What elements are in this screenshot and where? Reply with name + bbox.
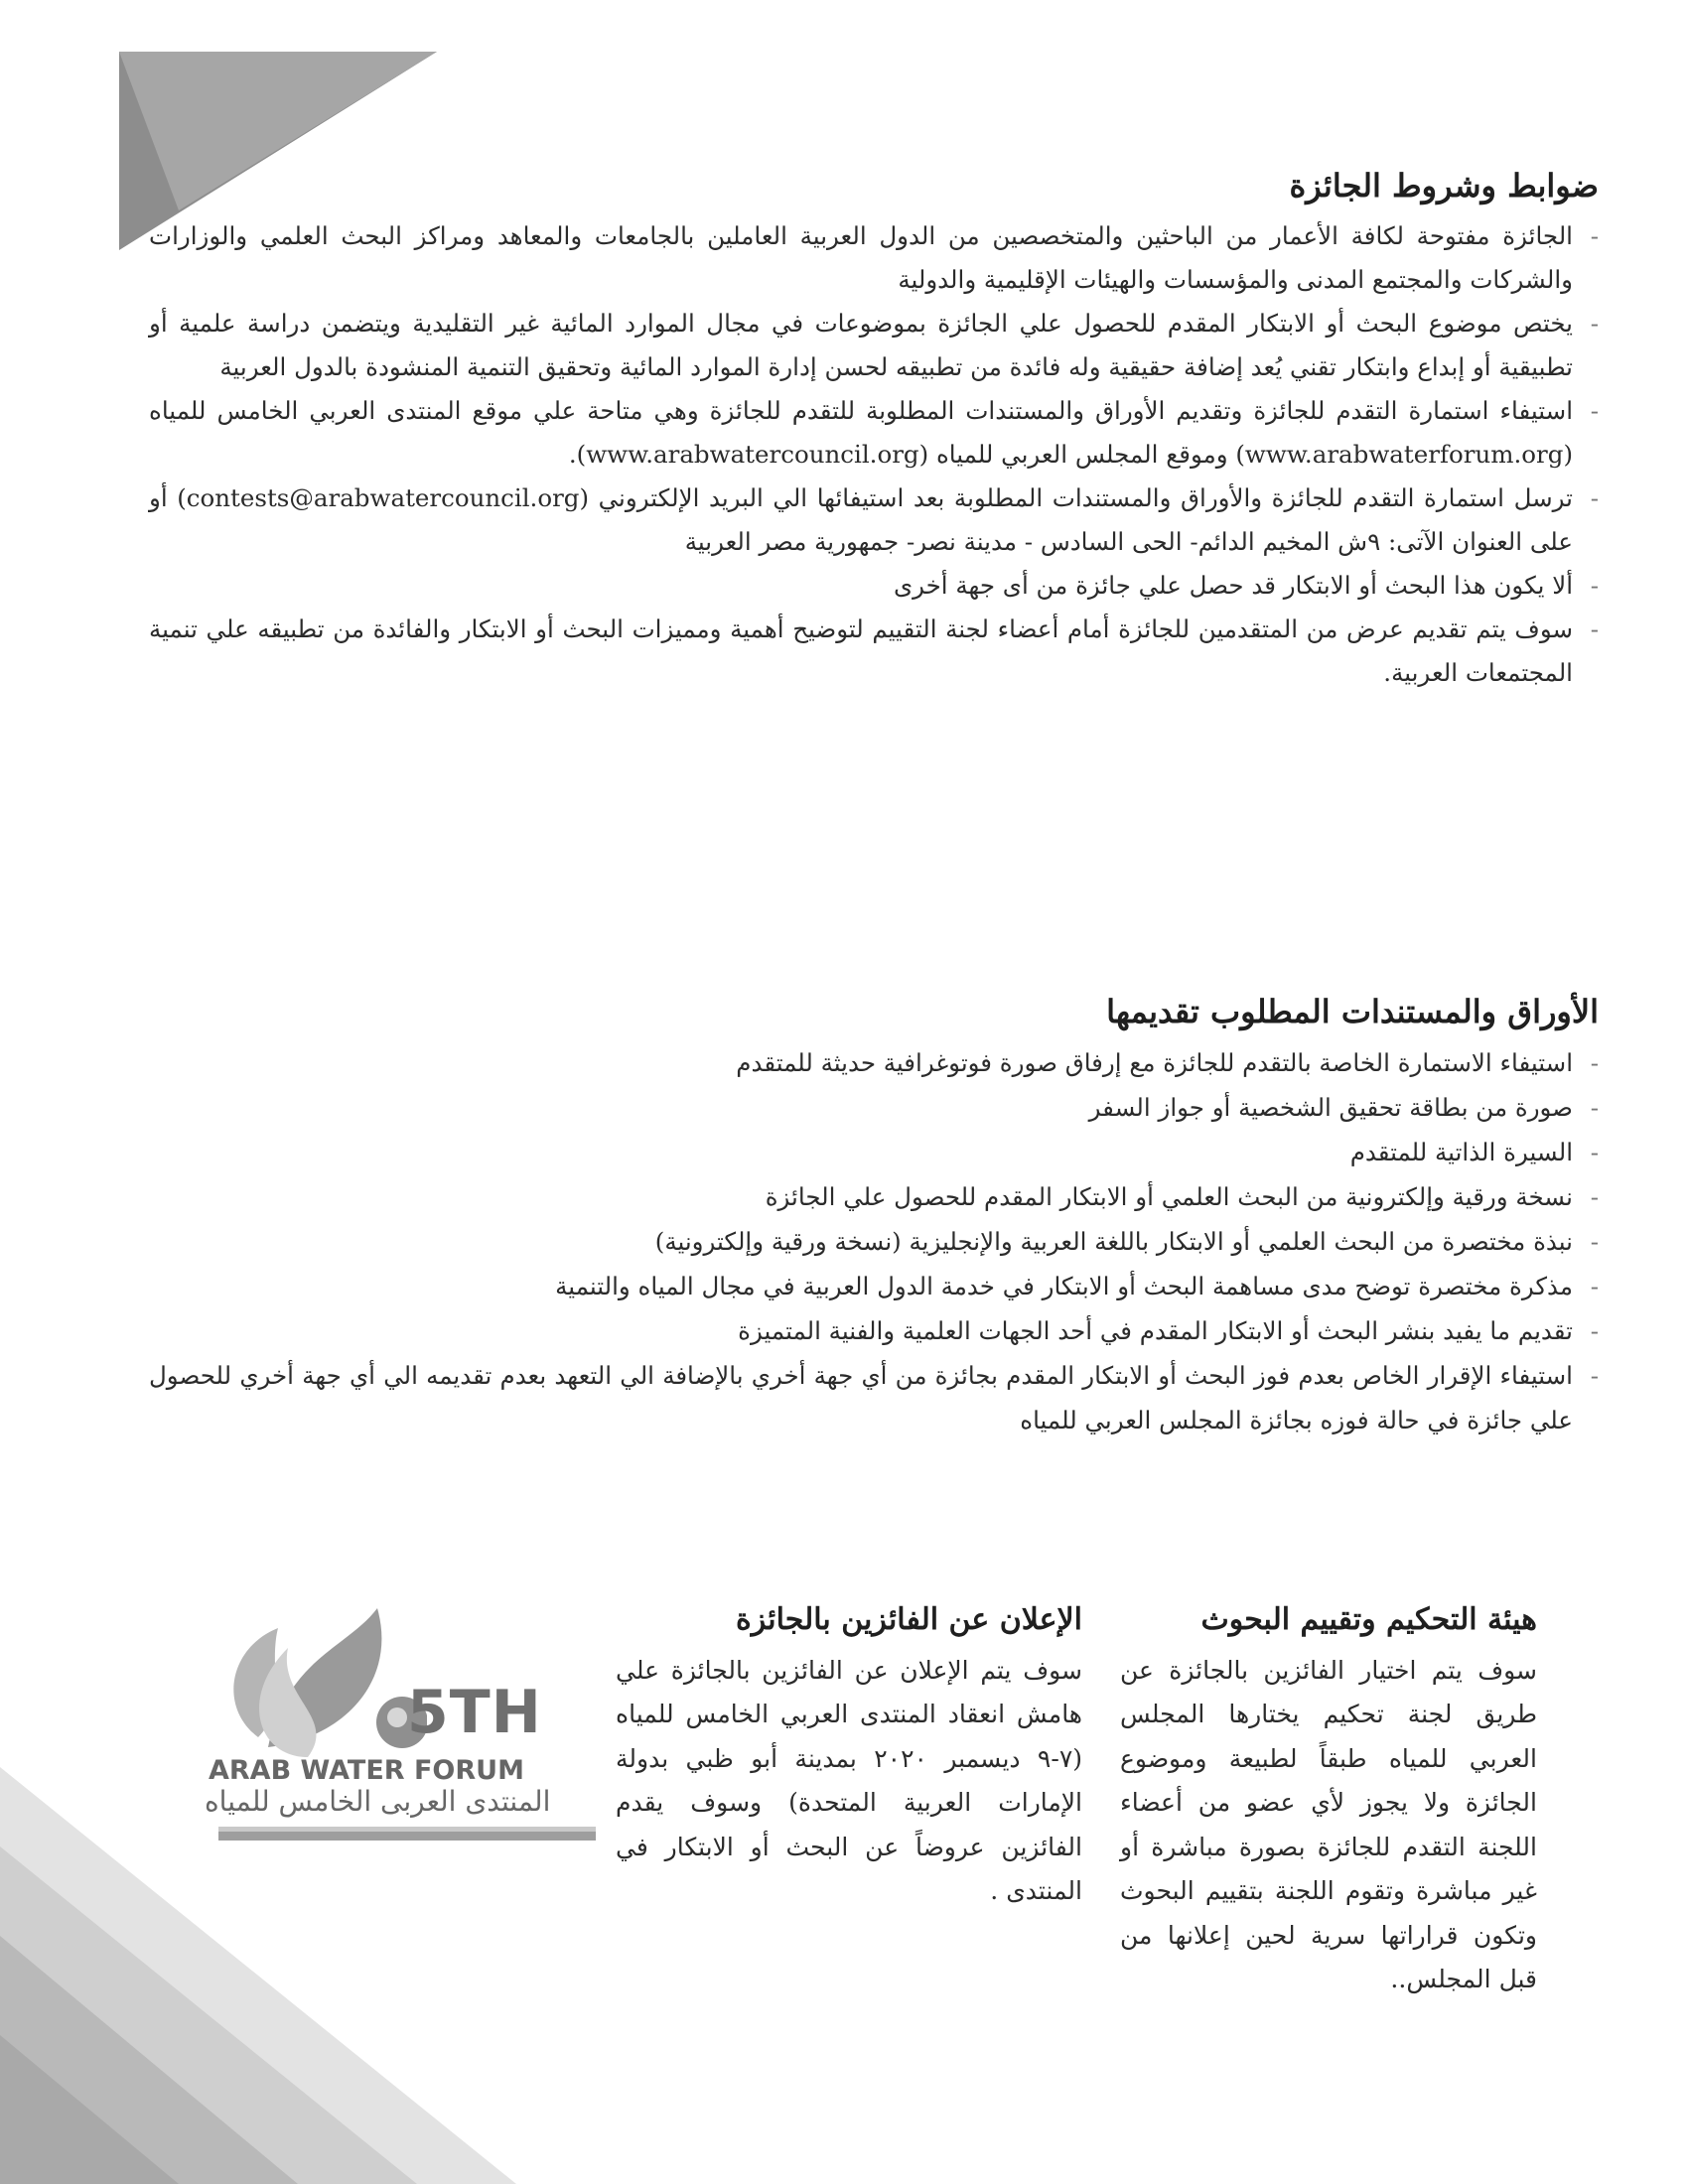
conditions-section — [149, 167, 1599, 695]
announcement-text: سوف يتم الإعلان عن الفائزين بالجائزة علي هامش انعقاد المنتدى العربي الخامس للمياه (٧-٩ ديسمبر ٢٠٢٠ بمدينة أبو ظبي بدولة الإمارات العربية المتحدة) وسوف يقدم الفائزين عروضاً عن البحث أو الابتكار في المنتدى . — [616, 1655, 1083, 1905]
logo-name-ar: المنتدى العربى الخامس للمياه — [205, 1785, 551, 1818]
documents-list — [149, 1040, 1599, 1442]
list-item: - سوف يتم تقديم عرض من المتقدمين للجائزة أمام أعضاء لجنة التقييم لتوضيح أهمية ومميزات البحث أو الابتكار والفائدة من تطبيقه علي تنمية المجتمعات العربية. — [149, 608, 1599, 695]
water-drop-leaf-icon — [199, 1588, 427, 1777]
list-item: - نسخة ورقية وإلكترونية من البحث العلمي أو الابتكار المقدم للحصول علي الجائزة — [149, 1174, 1599, 1219]
conditions-heading: ضوابط وشروط الجائزة — [1289, 167, 1599, 205]
list-item: - صورة من بطاقة تحقيق الشخصية أو جواز السفر — [149, 1085, 1599, 1130]
logo-name-en: ARAB WATER FORUM — [209, 1755, 524, 1786]
committee-text: سوف يتم اختيار الفائزين بالجائزة عن طريق لجنة تحكيم يختارها المجلس العربي للمياه طبقاً لطبيعة وموضوع الجائزة ولا يجوز لأي عضو من أعضاء اللجنة التقدم للجائزة بصورة مباشرة أو غير مباشرة وتقوم اللجنة بتقييم البحوث وتكون قراراتها سرية لحين إعلانها من قبل المجلس.. — [1120, 1655, 1537, 1993]
committee-column — [1120, 1598, 1537, 2002]
documents-section — [149, 993, 1599, 1442]
logo-edition: 5TH — [407, 1678, 542, 1747]
list-item: - يختص موضوع البحث أو الابتكار المقدم للحصول علي الجائزة بموضوعات في مجال الموارد المائية غير التقليدية ويتضمن دراسة علمية أو تطبيقية أو إبداع وابتكار تقني يُعد إضافة حقيقية وله فائدة من تطبيقه لحسن إدارة الموارد المائية وتحقيق التنمية المنشودة بالدول العربية — [149, 302, 1599, 389]
list-item: - استيفاء استمارة التقدم للجائزة وتقديم الأوراق والمستندات المطلوبة للتقدم للجائزة وهي متاحة علي موقع المنتدى العربي الخامس للمياه (www.arabwaterforum.org) وموقع المجلس العربي للمياه (www.arabwatercouncil.org). — [149, 389, 1599, 477]
list-item: - ترسل استمارة التقدم للجائزة والأوراق والمستندات المطلوبة بعد استيفائها الي البريد الإلكتروني (contests@arabwatercouncil.org) أو على العنوان الآتى: ٩ش المخيم الدائم- الحى السادس - مدينة نصر- جمهورية مصر العربية — [149, 477, 1599, 564]
list-item: - استيفاء الإقرار الخاص بعدم فوز البحث أو الابتكار المقدم بجائزة من أي جهة أخري بالإضافة الي التعهد بعدم تقديمه الي أي جهة أخري للحصول علي جائزة في حالة فوزه بجائزة المجلس العربي للمياه — [149, 1353, 1599, 1442]
logo-underline-bar — [218, 1827, 596, 1841]
announcement-column — [616, 1598, 1082, 1914]
list-item: - نبذة مختصرة من البحث العلمي أو الابتكار باللغة العربية والإنجليزية (نسخة ورقية وإلكترونية) — [149, 1219, 1599, 1264]
list-item: - استيفاء الاستمارة الخاصة بالتقدم للجائزة مع إرفاق صورة فوتوغرافية حديثة للمتقدم — [149, 1040, 1599, 1085]
list-item: - مذكرة مختصرة توضح مدى مساهمة البحث أو الابتكار في خدمة الدول العربية في مجال المياه والتنمية — [149, 1264, 1599, 1308]
conditions-list — [149, 214, 1599, 695]
committee-heading: هيئة التحكيم وتقييم البحوث — [1200, 1602, 1537, 1637]
list-item: - السيرة الذاتية للمتقدم — [149, 1130, 1599, 1174]
announcement-heading: الإعلان عن الفائزين بالجائزة — [736, 1602, 1082, 1637]
documents-heading: الأوراق والمستندات المطلوب تقديمها — [1106, 993, 1599, 1030]
list-item: - الجائزة مفتوحة لكافة الأعمار من الباحثين والمتخصصين من الدول العربية العاملين بالجامعات والمعاهد ومراكز البحث العلمي والوزارات والشركات والمجتمع المدنى والمؤسسات والهيئات الإقليمية والدولية — [149, 214, 1599, 302]
list-item: - ألا يكون هذا البحث أو الابتكار قد حصل علي جائزة من أى جهة أخرى — [149, 564, 1599, 608]
list-item: - تقديم ما يفيد بنشر البحث أو الابتكار المقدم في أحد الجهات العلمية والفنية المتميزة — [149, 1308, 1599, 1353]
arab-water-forum-logo — [179, 1588, 616, 1866]
